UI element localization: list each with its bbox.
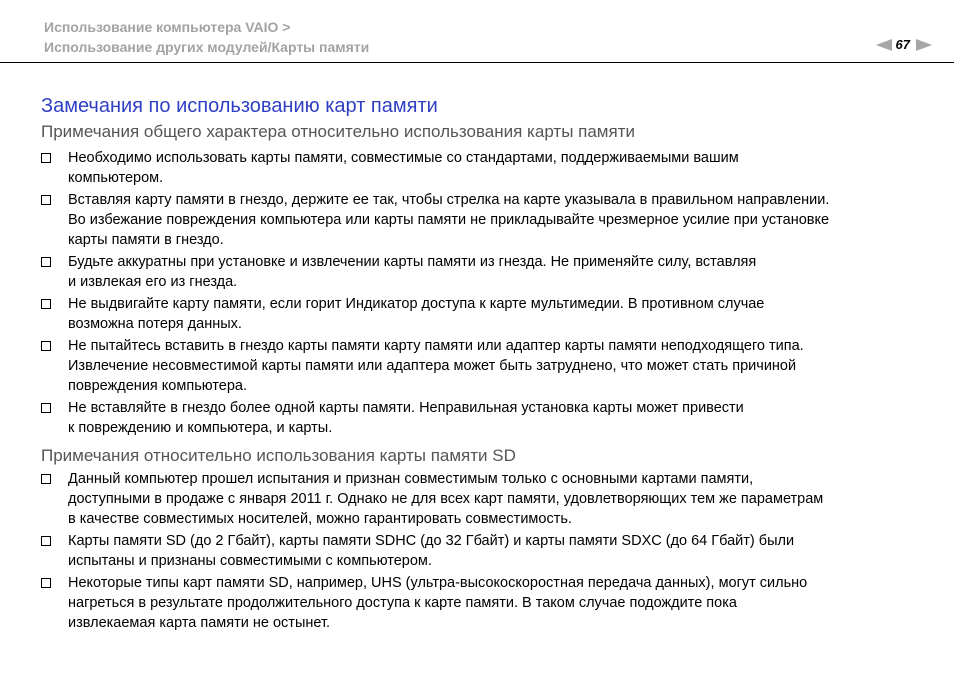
checkbox-bullet-icon [41, 536, 51, 546]
breadcrumb [44, 17, 369, 57]
list-item: Не пытайтесь вставить в гнездо карты памяти карту памяти или адаптер карты памяти неподходящего типа. Извлечение несовместимой карты памяти или адаптера может быть затруднено, что может стать причиной повреждения компьютера. [41, 336, 926, 396]
page-navigation [876, 37, 932, 52]
list-item: Карты памяти SD (до 2 Гбайт), карты памяти SDHC (до 32 Гбайт) и карты памяти SDXC (до 64 Гбайт) были испытаны и признаны совместимыми с компьютером. [41, 531, 926, 571]
breadcrumb-line-2: Использование других модулей/Карты памяти [44, 39, 370, 55]
list-item: Будьте аккуратны при установке и извлечении карты памяти из гнезда. Не применяйте силу, вставляя и извлекая его из гнезда. [41, 252, 926, 292]
list-item: Не выдвигайте карту памяти, если горит Индикатор доступа к карте мультимедии. В противном случае возможна потеря данных. [41, 294, 926, 334]
breadcrumb-line-1: Использование компьютера VAIO > [44, 19, 291, 35]
checkbox-bullet-icon [41, 257, 51, 267]
checkbox-bullet-icon [41, 341, 51, 351]
checkbox-bullet-icon [41, 474, 51, 484]
list-item: Данный компьютер прошел испытания и признан совместимым только с основными картами памяти, доступными в продаже с января 2011 г. Однако не для всех карт памяти, удовлетворяющих тем же параметрам в качестве совместимых носителей, можно гарантировать совместимость. [41, 469, 926, 529]
previous-page-arrow-icon[interactable] [876, 39, 892, 51]
checkbox-bullet-icon [41, 195, 51, 205]
header-divider [0, 62, 954, 63]
section-heading-sd: Примечания относительно использования карты памяти SD [41, 446, 516, 465]
page-number: 67 [895, 37, 910, 52]
page-title: Замечания по использованию карт памяти [41, 95, 438, 117]
list-item: Некоторые типы карт памяти SD, например, UHS (ультра-высокоскоростная передача данных), могут сильно нагреться в результате продолжительного доступа к карте памяти. В таком случае подождите пока извлекаемая карта памяти не остынет. [41, 573, 926, 633]
sd-notes-list [41, 469, 926, 633]
main-content [41, 94, 926, 635]
checkbox-bullet-icon [41, 578, 51, 588]
general-notes-list [41, 148, 926, 438]
checkbox-bullet-icon [41, 403, 51, 413]
checkbox-bullet-icon [41, 153, 51, 163]
next-page-arrow-icon[interactable] [916, 39, 932, 51]
list-item: Вставляя карту памяти в гнездо, держите ее так, чтобы стрелка на карте указывала в правильном направлении. Во избежание повреждения компьютера или карты памяти не прикладывайте чрезмерное усилие при установке карты памяти в гнездо. [41, 190, 926, 250]
section-heading-general: Примечания общего характера относительно использования карты памяти [41, 122, 635, 141]
list-item: Не вставляйте в гнездо более одной карты памяти. Неправильная установка карты может привести к повреждению и компьютера, и карты. [41, 398, 926, 438]
list-item: Необходимо использовать карты памяти, совместимые со стандартами, поддерживаемыми вашим компьютером. [41, 148, 926, 188]
checkbox-bullet-icon [41, 299, 51, 309]
